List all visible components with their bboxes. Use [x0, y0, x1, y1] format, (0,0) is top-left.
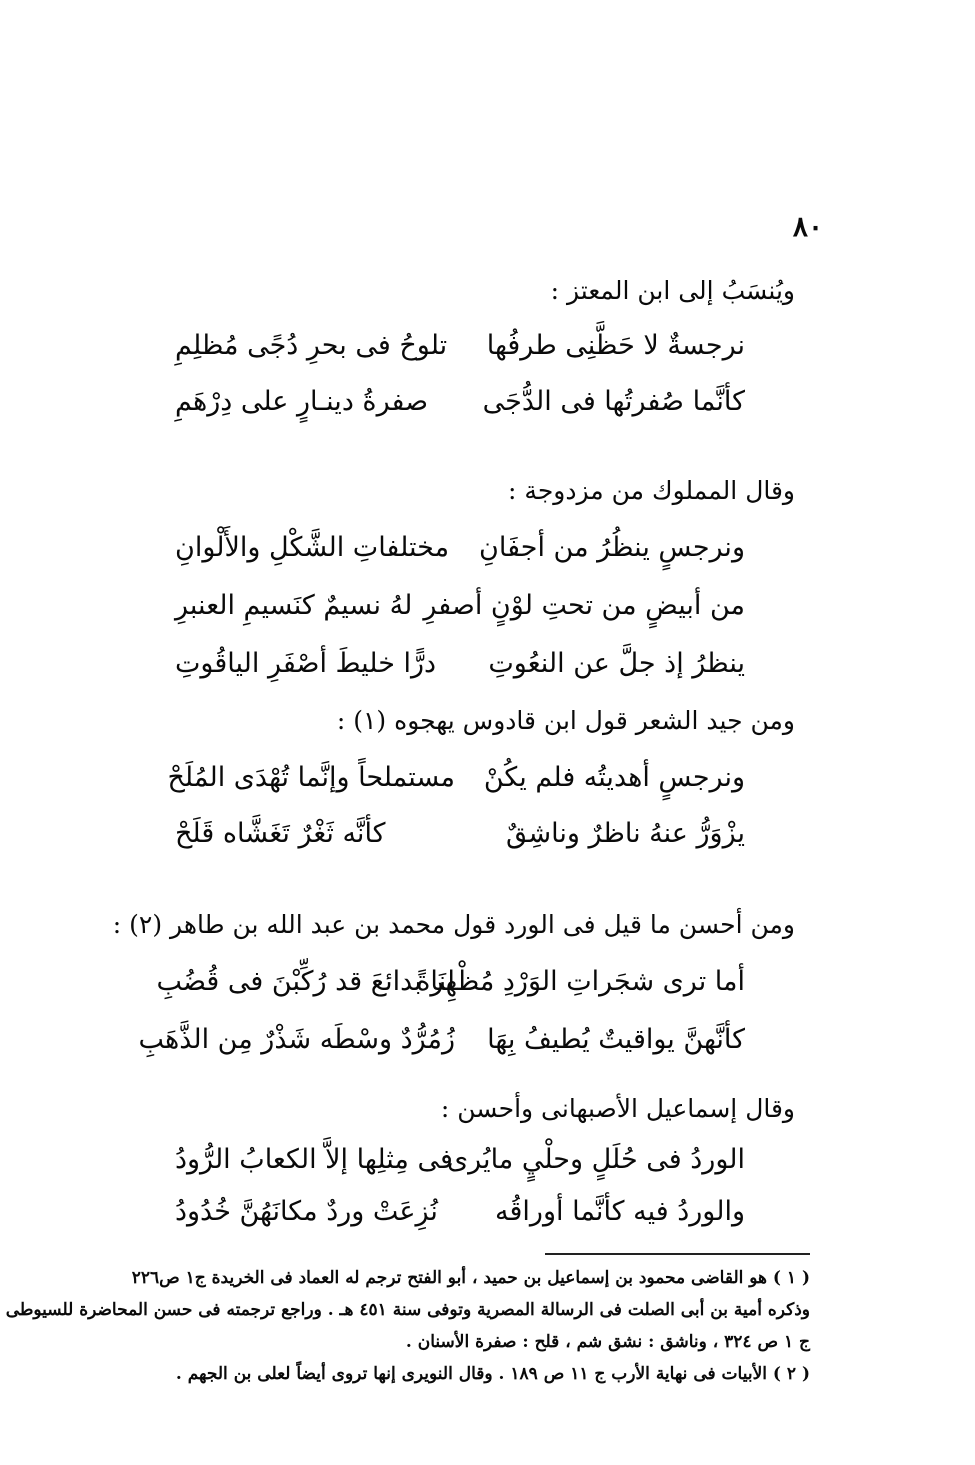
footnote-line: وذكره أمية بن أبى الصلت فى الرسالة المصرية وتوفى سنة ٤٥١ هـ . وراجع ترجمته فى حسن المحاضرة للسيوطى: [5, 1300, 810, 1320]
section-intro: ومن أحسن ما قيل فى الورد قول محمد بن عبد الله بن طاهر (٢) :: [112, 910, 795, 939]
footnote-line: ( ٢ ) الأبيات فى نهاية الأرب ج ١١ ص ١٨٩ . وقال النويرى إنها تروى أيضاً لعلى بن الجهم .: [175, 1364, 810, 1384]
verse-first-hemistich: ينظرُ إذ جلَّ عن النعُوتِ: [488, 648, 745, 679]
section-intro: ويُنسَبُ إلى ابن المعتز :: [550, 276, 795, 305]
verse-first-hemistich: والوردُ فيه كأنَّما أوراقُه: [495, 1196, 745, 1227]
page-number: ٨٠: [792, 210, 823, 243]
verse-second-hemistich: لهُ نسيمٌ كنَسيمِ العنبرِ: [175, 590, 413, 621]
verse-second-hemistich: لنَا بدائعَ قد رُكِّبْنَ فى قُضُبِ: [156, 966, 455, 997]
verse-second-hemistich: نُزِعَتْ وردٌ مكانَهُنَّ خُدُودُ: [175, 1196, 438, 1227]
verse-first-hemistich: كأنَّهنَّ يواقيتٌ يُطيفُ بِهَا: [487, 1024, 745, 1055]
verse-line: [175, 386, 745, 432]
verse-first-hemistich: ونرجسٍ أهديتُه فلم يكُنْ: [483, 762, 745, 793]
verse-second-hemistich: تلوحُ فى بحرِ دُجًى مُظلِمِ: [175, 330, 448, 361]
verse-first-hemistich: كأنَّما صُفرتُها فى الدُّجَى: [482, 386, 745, 417]
verse-line: [138, 1024, 745, 1070]
verse-second-hemistich: مختلفاتِ الشَّكْلِ والأَلْوانِ: [175, 532, 450, 563]
section-intro: ومن جيد الشعر قول ابن قادوس يهجوه (١) :: [336, 706, 795, 735]
verse-first-hemistich: أما ترى شجَراتِ الوَرْدِ مُظْهِرةً: [416, 966, 745, 997]
verse-second-hemistich: فى مِثلِها إلاَّ الكعابُ الرُّودُ: [175, 1144, 453, 1175]
verse-first-hemistich: ونرجسٍ ينظُرُ من أجفَانِ: [479, 532, 745, 563]
verse-line: [175, 590, 745, 636]
verse-first-hemistich: يزْوَرُّ عنهُ ناظرٌ وناشِقٌ: [505, 818, 745, 849]
verse-line: [167, 762, 745, 808]
verse-second-hemistich: صفرةُ دينـارٍ على دِرْهَمِ: [175, 386, 429, 417]
verse-second-hemistich: مستملحاً وإنَّما تُهْدَى المُلَحْ: [167, 762, 455, 793]
verse-line: [175, 818, 745, 864]
verse-line: [175, 330, 745, 376]
verse-line: [175, 648, 745, 694]
footnote-line: ج ١ ص ٣٢٤ ، وناشق : نشق شم ، قلح : صفرة الأسنان .: [405, 1332, 810, 1352]
footnote-separator: [545, 1253, 810, 1255]
footnote-line: ( ١ ) هو القاضى محمود بن إسماعيل بن حميد ، أبو الفتح ترجم له العماد فى الخريدة ج١ ص٢٢٦: [131, 1268, 810, 1288]
verse-line: [175, 532, 745, 578]
verse-line: [175, 1196, 745, 1242]
verse-first-hemistich: الوردُ فى حُلَلٍ وحلْيٍ مايُرى: [447, 1144, 745, 1175]
verse-line: [175, 1144, 745, 1190]
verse-first-hemistich: نرجسةٌ لا حَظَّنِى طرفُها: [486, 330, 745, 361]
section-intro: وقال إسماعيل الأصبهانى وأحسن :: [440, 1094, 795, 1123]
verse-second-hemistich: زُمُرُّدٌ وسْطَه شَذْرٌ مِن الذَّهَبِ: [138, 1024, 455, 1055]
verse-first-hemistich: من أبيضٍ من تحتِ لوْنٍ أصفرِ: [423, 590, 745, 621]
verse-second-hemistich: درًّا خليطَ أصْفَرِ الياقُوتِ: [175, 648, 437, 679]
section-intro: وقال المملوك من مزدوجة :: [508, 476, 795, 505]
verse-second-hemistich: كأنَّه ثَغْرٌ تَغَشَّاه قَلَحْ: [175, 818, 386, 849]
verse-line: [156, 966, 745, 1012]
